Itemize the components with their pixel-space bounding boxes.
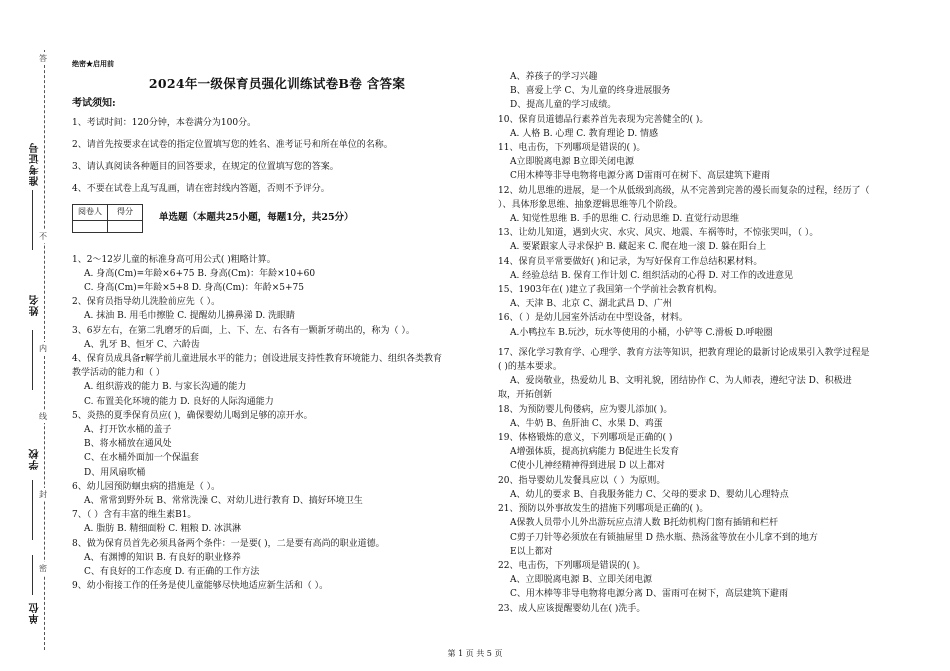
- score-box-grader-cell[interactable]: [73, 220, 108, 232]
- question-line: 16、（ ）是幼儿园室外活动在中型设备，材料。: [498, 313, 688, 324]
- unit-line: [32, 555, 33, 595]
- question-option-line: A、打开饮水桶的盖子: [84, 425, 172, 436]
- question-option-line: C、用木棒等非导电物将电源分离 D、雷雨可在树下，高层建筑下避雨: [510, 589, 788, 600]
- seal-mark-bu: 不: [39, 232, 47, 241]
- secret-mark: 绝密★启用前: [72, 59, 114, 68]
- question-line: 12、幼儿思维的进展，是一个从低级到高级，从不完善到完善的漫长而复杂的过程，经历了（: [498, 185, 870, 196]
- question-line: 10、保育员道德品行素养首先表现为完善健全的( )。: [498, 114, 709, 125]
- question-line: 20、指导婴幼儿发餐具应以（ ）为原则。: [498, 475, 666, 486]
- question-line: 4、保育员成具备r解学前儿童进展水平的能力；创设进展支持性教育环境能力、组织各类教育: [72, 354, 443, 365]
- question-line: 21、预防以外事故发生的措施下列哪项是正确的( )。: [498, 504, 709, 515]
- school-line: [32, 480, 33, 540]
- question-line: 17、深化学习教育学、心理学、教育方法等知识，把教育理论的最新讨论成果引入教学过程是: [498, 347, 870, 358]
- seal-mark-da: 答: [39, 54, 47, 63]
- question-option-line: A、乳牙 B、恒牙 C、六龄齿: [84, 339, 200, 350]
- question-option-line: A、常常到野外玩 B、常常洗澡 C、对幼儿进行教育 D、搞好环境卫生: [84, 496, 363, 507]
- score-box-score: 得分: [108, 205, 143, 220]
- question-line: 3、6岁左右，在第二乳磨牙的后面，上、下、左、右各有一颗新牙萌出的，称为（ ）。: [72, 325, 415, 336]
- label-name: 姓名: [30, 294, 41, 316]
- candidate-number-line: [32, 190, 33, 250]
- question-line: 14、保育员平常要做好( )和记录，为写好保育工作总结积累材料。: [498, 256, 763, 267]
- question-line: 1、2～12岁儿童的标准身高可用公式( )粗略计算。: [72, 254, 276, 265]
- question-option-line: A、有渊博的知识 B. 有良好的职业修养: [84, 552, 241, 563]
- question-option-line: A. 脂肪 B. 精细面粉 C. 粗粮 D. 冰淇淋: [84, 524, 242, 535]
- question-option-line: A. 知觉性思维 B. 手的思维 C. 行动思维 D. 直觉行动思维: [510, 214, 740, 225]
- label-unit: 单位: [30, 602, 41, 624]
- question-line: 5、炎热的夏季保育员应( )，确保婴幼儿喝到足够的凉开水。: [72, 410, 313, 421]
- question-option-line: C剪子刀针等必须放在有锁抽屉里 D 热水瓶、热汤盆等放在小儿拿不到的地方: [510, 532, 818, 543]
- question-option-line: A. 经验总结 B. 保育工作计划 C. 组织活动的心得 D. 对工作的改进意见: [510, 270, 794, 281]
- left-column: [72, 57, 482, 594]
- question-option-line: A. 身高(Cm)=年龄×6+75 B. 身高(Cm)：年龄×10+60: [84, 268, 316, 279]
- question-line: 15、1903年在( )建立了我国第一个学前社会教育机构。: [498, 285, 723, 296]
- notice-list: [72, 116, 482, 197]
- seal-mark-mi: 密: [39, 564, 47, 573]
- notice-heading: 考试须知:: [72, 98, 116, 110]
- question-option-line: A保教人员带小儿外出游玩应点清人数 B托幼机构门窗有插销和栏杆: [510, 518, 778, 529]
- seal-mark-feng: 封: [39, 490, 47, 499]
- question-line: 6、幼儿园预防蛔虫病的措施是（ ）。: [72, 481, 221, 492]
- question-option-line: A增强体质，提高抗病能力 B促进生长发育: [510, 447, 679, 458]
- question-line: 22、电击伤，下列哪项是错误的( )。: [498, 560, 646, 571]
- name-line: [32, 330, 33, 390]
- page-title: 2024年一级保育员强化训练试卷B卷 含答案: [148, 76, 406, 92]
- question-line: 19、体格锻炼的意义，下列哪项是正确的( ): [498, 433, 673, 444]
- question-option-line: C. 布置美化环境的能力 D. 良好的人际沟通能力: [84, 396, 274, 407]
- label-school: 学校: [30, 448, 41, 470]
- question-line: ）、具体形象思维、抽象逻辑思维等几个阶段。: [498, 199, 683, 210]
- question-option-line: A. 人格 B. 心理 C. 教育理论 D. 情感: [510, 128, 659, 139]
- question-option-line: C使小儿神经精神得到进展 D 以上都对: [510, 461, 665, 472]
- notice-item: 2、请首先按要求在试卷的指定位置填写您的姓名、准考证号和所在单位的名称。: [72, 139, 393, 150]
- question-option-line: A立即脱离电源 B立即关闭电源: [510, 157, 634, 168]
- question-line: 8、做为保育员首先必须具备两个条件：一是要( )，二是要有高尚的职业道德。: [72, 538, 385, 549]
- question-line: 2、保育员指导幼儿洗脸前应先（ ）。: [72, 297, 221, 308]
- score-box: [72, 204, 143, 232]
- question-line: 23、成人应该提醒婴幼儿在( )洗手。: [498, 603, 646, 614]
- question-line: 9、幼小衔接工作的任务是使儿童能够尽快地适应新生活和（ ）。: [72, 581, 329, 592]
- question-option-line: E以上都对: [510, 546, 553, 557]
- page-footer: 第 1 页 共 5 页: [447, 649, 503, 658]
- seal-mark-xian: 线: [39, 412, 47, 421]
- question-option-line: A. 要紧跟家人寻求保护 B. 藏起来 C. 爬在地一滚 D. 躲在阳台上: [510, 242, 767, 253]
- question-option-line: A、天津 B、北京 C、湖北武昌 D、广州: [510, 299, 672, 310]
- notice-item: 1、考试时间：120分钟，本卷满分为100分。: [72, 117, 257, 128]
- label-candidate-number: 准考证号: [30, 142, 41, 186]
- question-option-line: A. 组织游戏的能力 B. 与家长沟通的能力: [84, 382, 247, 393]
- question-option-line: A. 抹油 B. 用毛巾擦脸 C. 提醒幼儿擤鼻涕 D. 洗眼睛: [84, 311, 296, 322]
- question-option-line: A、爱岗敬业，热爱幼儿 B、文明礼貌，团结协作 C、为人师表，遵纪守法 D、积极进: [510, 376, 852, 387]
- question-line: 13、让幼儿知道，遇到火灾、水灾、风灾、地震、车祸等时，不惊张哭叫，（ ）。: [498, 228, 819, 239]
- right-question-list: [498, 70, 928, 616]
- question-option-line: C. 身高(Cm)=年龄×5+8 D. 身高(Cm)：年龄×5+75: [84, 283, 304, 294]
- question-line: 11、电击伤，下列哪项是错误的( )。: [498, 143, 646, 154]
- section-title: 单选题（本题共25小题，每题1分，共25分）: [159, 212, 354, 224]
- notice-item: 4、不要在试卷上乱写乱画，请在密封线内答题，否则不予评分。: [72, 184, 330, 195]
- question-line: 7、（ ）含有丰富的维生素B1。: [72, 510, 197, 521]
- score-box-score-cell[interactable]: [108, 220, 143, 232]
- question-option-line: A.小鸭拉车 B.玩沙，玩水等使用的小桶，小铲等 C.滑板 D.呼啦圈: [510, 327, 773, 338]
- right-column: [498, 70, 928, 616]
- question-option-line: C用木棒等非导电物将电源分离 D雷雨可在树下、高层建筑下避雨: [510, 171, 770, 182]
- question-option-line: C、在水桶外面加一个保温套: [84, 453, 199, 464]
- question-line: 取，开拓创新: [498, 390, 553, 401]
- question-option-line: A、牛奶 B、鱼肝油 C、水果 D、鸡蛋: [510, 418, 663, 429]
- question-line: ( )的基本要求。: [498, 362, 562, 373]
- question-option-line: B、喜爱上学 C、为儿童的终身进展服务: [510, 86, 671, 97]
- binding-strip: [26, 50, 56, 650]
- seal-mark-nei: 内: [39, 344, 47, 353]
- question-option-line: A、幼儿的要求 B、自我服务能力 C、父母的要求 D、婴幼儿心理特点: [510, 489, 789, 500]
- question-option-line: D、提高儿童的学习成绩。: [510, 100, 617, 111]
- question-line: 教学活动的能力和（ ）: [72, 368, 165, 379]
- notice-item: 3、请认真阅读各种题目的回答要求，在规定的位置填写您的答案。: [72, 162, 339, 173]
- score-row: [72, 204, 482, 232]
- question-line: 18、为预防婴儿佝偻病，应为婴儿添加( )。: [498, 404, 673, 415]
- question-option-line: A、立即脱离电源 B、立即关闭电源: [510, 575, 652, 586]
- left-question-list: [72, 253, 482, 594]
- question-option-line: C、有良好的工作态度 D. 有正确的工作方法: [84, 567, 260, 578]
- question-option-line: A、养孩子的学习兴趣: [510, 72, 598, 82]
- question-option-line: B、将水桶放在通风处: [84, 439, 172, 450]
- question-option-line: D、用风扇吹桶: [84, 467, 146, 478]
- score-box-grader: 阅卷人: [73, 205, 108, 220]
